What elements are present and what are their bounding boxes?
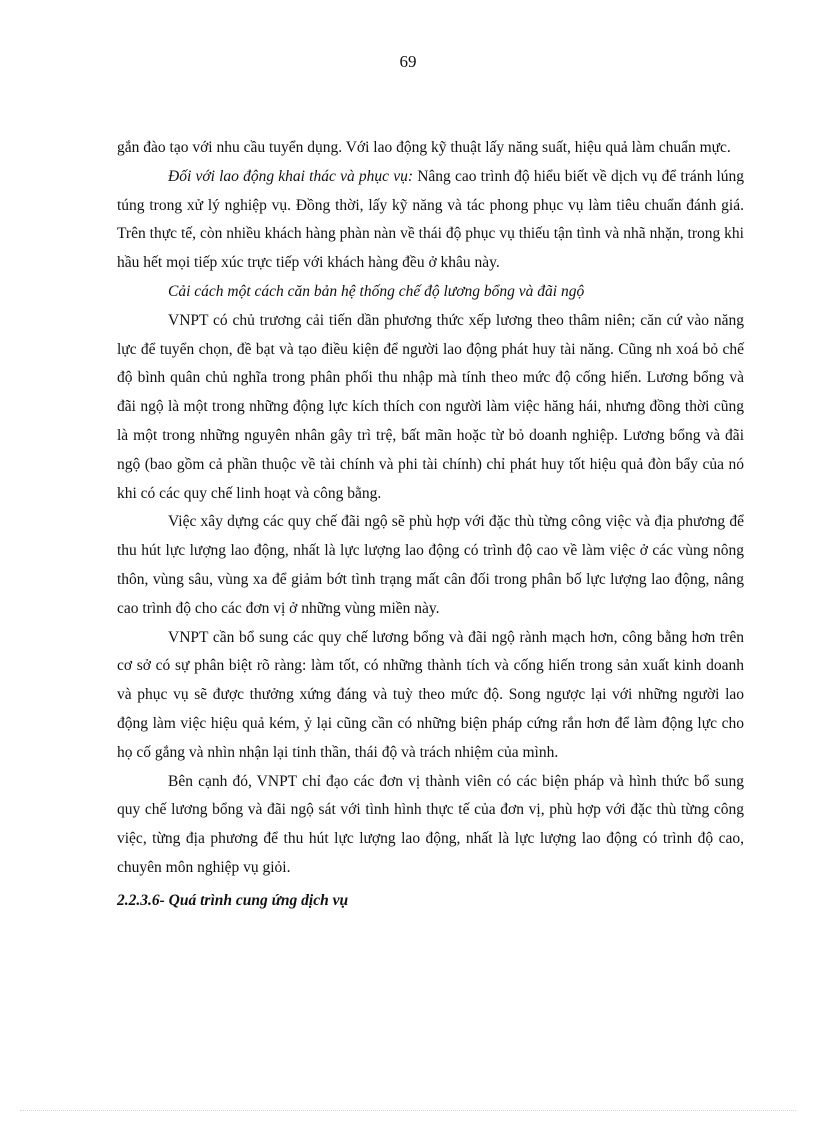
paragraph-continuation: gắn đào tạo với nhu cầu tuyển dụng. Với lao động kỹ thuật lấy năng suất, hiệu quả làm chuẩn mực. [117,139,731,156]
paragraph-service-labor-text: Nâng cao trình độ hiểu biết về dịch vụ để tránh lúng túng trong xử lý nghiệp vụ. Đồng thời, lấy kỹ năng và tác phong phục vụ làm tiêu chuẩn đánh giá. Trên thực tế, còn nhiều khách hàng phàn nàn về thái độ phục vụ thiếu tận tình và nhã nhặn, trong khi hầu hết mọi tiếp xúc trực tiếp với khách hàng đều ở khâu này. [117,167,745,272]
paragraph-vnpt-policy: VNPT có chủ trương cải tiến dần phương thức xếp lương theo thâm niên; căn cứ vào năng lực để tuyển chọn, đề bạt và tạo điều kiện để người lao động phát huy tài năng. Cũng nh xoá bỏ chế độ bình quân chủ nghĩa trong phân phối thu nhập mà tính theo mức độ cống hiến. Lương bổng và đãi ngộ là một trong những động lực kích thích con người làm việc hăng hái, nhưng đồng thời cũng là một trong những nguyên nhân gây trì trệ, bất mãn hoặc từ bỏ doanh nghiệp. Lương bổng và đãi ngộ (bao gồm cả phần thuộc về tài chính và phi tài chính) chỉ phát huy tốt hiệu quả đòn bẩy của nó khi có các quy chế linh hoạt và công bằng. [117,311,744,502]
page-body [117,134,744,916]
section-heading: 2.2.3.6- Quá trình cung ứng dịch vụ [117,891,349,909]
paragraph-service-labor-label: Đối với lao động khai thác và phục vụ: [168,167,414,185]
subheading-salary-reform: Cải cách một cách căn bản hệ thống chế độ lương bổng và đãi ngộ [168,282,585,300]
paragraph-service-labor [117,163,744,278]
paragraph-regulation-building: Việc xây dựng các quy chế đãi ngộ sẽ phù hợp với đặc thù từng công việc và địa phương để thu hút lực lượng lao động, nhất là lực lượng lao động có trình độ cao về làm việc ở các vùng nông thôn, vùng sâu, vùng xa để giảm bớt tình trạng mất cân đối trong phân bố lực lượng lao động, nâng cao trình độ cho các đơn vị ở những vùng miền này. [117,513,744,617]
page-bottom-divider [20,1110,796,1111]
paragraph-member-units: Bên cạnh đó, VNPT chỉ đạo các đơn vị thành viên có các biện pháp và hình thức bổ sung quy chế lương bổng và đãi ngộ sát với tình hình thực tế của đơn vị, phù hợp với đặc thù từng công việc, từng địa phương để thu hút lực lượng lao động, nhất là lực lượng lao động có trình độ cao, chuyên môn nghiệp vụ giỏi. [117,772,744,876]
page-number: 69 [399,52,417,71]
paragraph-vnpt-supplement: VNPT cần bổ sung các quy chế lương bổng và đãi ngộ rành mạch hơn, công bằng hơn trên cơ sở có sự phân biệt rõ ràng: làm tốt, có những thành tích và cống hiến trong sản xuất kinh doanh và phục vụ sẽ được thưởng xứng đáng và tuỳ theo mức độ. Song ngược lại với những người lao động làm việc hiệu quả kém, ỷ lại cũng cần có những biện pháp cứng rắn hơn để làm động lực cho họ cố gắng và nhìn nhận lại tinh thần, thái độ và trách nhiệm của mình. [117,628,744,761]
